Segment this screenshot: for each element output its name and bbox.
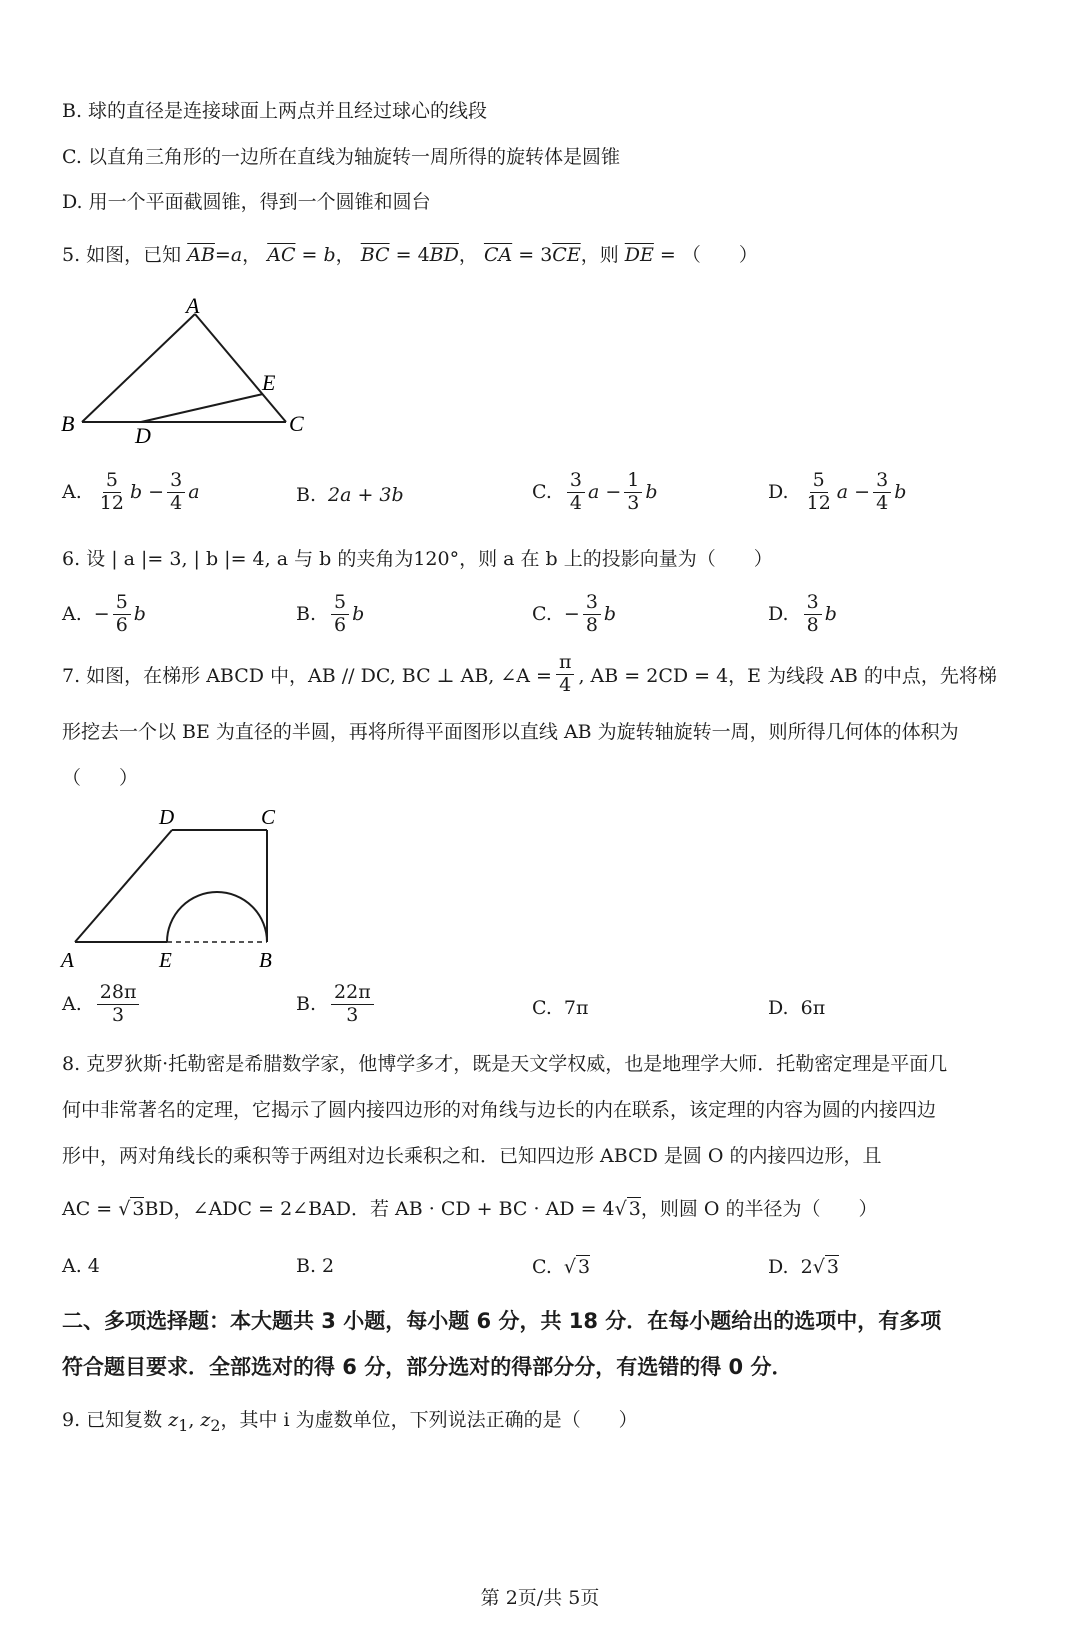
q7-stem-line3: （ ） — [62, 767, 139, 789]
q8-option-b: B. 2 — [296, 1255, 335, 1277]
label-e: E — [159, 948, 172, 972]
label-a: A — [61, 948, 74, 972]
q6-option-b: B. $\frac{5}{6}$ b — [296, 591, 365, 636]
vector-ac: $\overline{AC}$ — [267, 244, 296, 266]
q6-option-a: A. − $\frac{5}{6}$ b — [62, 591, 146, 636]
label-b: B — [61, 411, 75, 436]
segment-de — [141, 394, 263, 422]
q4-option-c: C. 以直角三角形的一边所在直线为轴旋转一周所得的旋转体是圆锥 — [62, 146, 620, 168]
q7-options — [62, 982, 1012, 1042]
q5-options — [62, 470, 1012, 526]
q7-option-d: D. 6π — [768, 997, 826, 1019]
q6-option-d: D. $\frac{3}{8}$ b — [768, 591, 837, 636]
label-c: C — [289, 411, 304, 436]
section-heading-line1: 二、多项选择题：本大题共 3 小题，每小题 6 分，共 18 分．在每小题给出的选项中，有多项 — [62, 1309, 942, 1333]
page-footer: 第 2页/共 5页 — [480, 1587, 600, 1609]
q8-option-a: A. 4 — [62, 1255, 100, 1277]
q8-option-d: D. 2 √ 3 — [768, 1255, 839, 1278]
label-d: D — [135, 423, 151, 448]
q6-stem: 6. 设 | a |= 3, | b |= 4, a 与 b 的夹角为120°，则 a 在 b 上的投影向量为（ ） — [62, 548, 773, 570]
label-b: B — [259, 948, 272, 972]
q5-stem: 5. 如图，已知 $\overline{AB}=a$， $\overline{AC} = b$， $\overline{BC} = 4\overline{BD}$， $\overline{CA} = 3\overline{CE}$，则 $\overline{DE}$ = （ ） — [62, 244, 758, 266]
semicircle — [167, 892, 267, 942]
q5-option-a: A. $\frac{5}{12}$ b − $\frac{3}{4}$ a — [62, 469, 200, 514]
q8-stem-line3: 形中，两对角线长的乘积等于两组对边长乘积之和．已知四边形 ABCD 是圆 O 的内接四边形，且 — [62, 1145, 882, 1167]
q7-option-c: C. 7π — [532, 997, 589, 1019]
edge-ad — [75, 830, 172, 942]
q4-option-b: B. 球的直径是连接球面上两点并且经过球心的线段 — [62, 100, 488, 122]
q5-option-b: B. 2a + 3b — [296, 484, 404, 506]
q7-stem-line1: 7. 如图，在梯形 ABCD 中，AB // DC, BC ⊥ AB, ∠A = $\frac{\pi}{4}$ , AB = 2CD = 4，E 为线段 AB 的中点，先将梯 — [62, 651, 997, 696]
q6-option-c: C. − $\frac{3}{8}$ b — [532, 591, 617, 636]
label-e: E — [262, 370, 276, 395]
q9-stem: 9. 已知复数 $z_1$, $z_2$，其中 i 为虚数单位，下列说法正确的是（ ） — [62, 1409, 638, 1435]
vector-bc: $\overline{BC}$ — [360, 244, 390, 266]
vector-bd: $\overline{BD}$ — [429, 244, 459, 266]
vector-ce: $\overline{CE}$ — [552, 244, 581, 266]
edge-ab — [82, 314, 195, 422]
vector-de: $\overline{DE}$ — [624, 244, 654, 266]
q5-option-d: D. $\frac{5}{12}$ a − $\frac{3}{4}$ b — [768, 469, 907, 514]
triangle-figure — [55, 290, 335, 450]
q7-option-b: B. $\frac{22\pi}{3}$ — [296, 982, 377, 1027]
q7-option-a: A. $\frac{28\pi}{3}$ — [62, 982, 142, 1027]
q7-stem-line2: 形挖去一个以 BE 为直径的半圆，再将所得平面图形以直线 AB 为旋转轴旋转一周，则所得几何体的体积为 — [62, 721, 959, 743]
trapezoid-figure — [55, 800, 315, 975]
q5-option-c: C. $\frac{3}{4}$ a − $\frac{1}{3}$ b — [532, 469, 658, 514]
section-heading-line2: 符合题目要求．全部选对的得 6 分，部分选对的得部分分，有选错的得 0 分． — [62, 1355, 793, 1379]
label-d: D — [159, 805, 175, 829]
q8-stem-line2: 何中非常著名的定理，它揭示了圆内接四边形的对角线与边长的内在联系，该定理的内容为圆的内接四边 — [62, 1099, 937, 1121]
q6-options — [62, 592, 1012, 648]
label-c: C — [261, 805, 276, 829]
q8-options — [62, 1255, 1012, 1285]
q8-option-c: C. √ 3 — [532, 1255, 591, 1278]
q8-stem-line4: AC = √ 3BD，∠ADC = 2∠BAD．若 AB · CD + BC · AD = 4√ 3，则圆 O 的半径为（ ） — [62, 1198, 878, 1220]
q4-option-d: D. 用一个平面截圆锥，得到一个圆锥和圆台 — [62, 191, 431, 213]
label-a: A — [186, 293, 200, 318]
vector-ca: $\overline{CA}$ — [483, 244, 513, 266]
q8-stem-line1: 8. 克罗狄斯·托勒密是希腊数学家，他博学多才，既是天文学权威，也是地理学大师．托勒密定理是平面几 — [62, 1053, 948, 1075]
vector-ab: $\overline{AB}$ — [187, 244, 215, 266]
